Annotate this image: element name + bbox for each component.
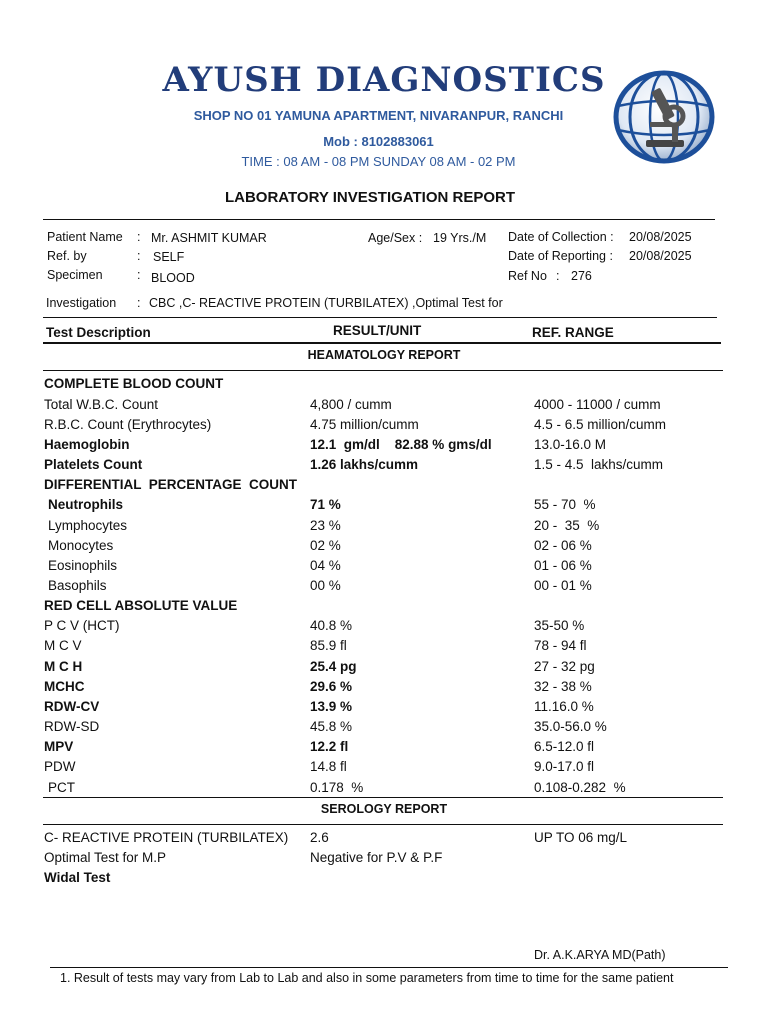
report-title: LABORATORY INVESTIGATION REPORT: [224, 189, 516, 206]
test-name: Optimal Test for M.P: [44, 850, 167, 865]
lab-name: AYUSH DIAGNOSTICS: [162, 60, 606, 100]
test-result: 40.8 %: [310, 618, 353, 633]
ref-by-value: SELF: [153, 250, 185, 264]
test-result: 04 %: [310, 558, 341, 573]
column-header-test: Test Description: [46, 325, 151, 340]
test-result: 45.8 %: [310, 719, 353, 734]
test-range: 4000 - 11000 / cumm: [534, 397, 661, 412]
test-result: 0.178 %: [310, 780, 364, 795]
age-sex-label: Age/Sex :: [368, 231, 423, 245]
test-name: RDW-SD: [44, 719, 100, 734]
test-name: Platelets Count: [44, 457, 143, 472]
test-result: 85.9 fl: [310, 638, 347, 653]
section-differential: DIFFERENTIAL PERCENTAGE COUNT: [44, 477, 298, 492]
investigation-label: Investigation: [46, 296, 117, 310]
test-name: Monocytes: [48, 538, 114, 553]
test-range: 4.5 - 6.5 million/cumm: [534, 417, 667, 432]
reporting-date-value: 20/08/2025: [629, 249, 692, 263]
test-range: 9.0-17.0 fl: [534, 759, 595, 774]
test-range: 27 - 32 pg: [534, 659, 595, 674]
collection-date-value: 20/08/2025: [629, 230, 692, 244]
test-range: 35-50 %: [534, 618, 585, 633]
test-result: 25.4 pg: [310, 659, 357, 674]
ref-by-label: Ref. by: [47, 249, 87, 263]
test-result: 13.9 %: [310, 699, 353, 714]
colon: :: [137, 296, 141, 310]
divider: [43, 824, 723, 825]
column-header-result: RESULT/UNIT: [333, 323, 422, 338]
test-name: Total W.B.C. Count: [44, 397, 159, 412]
colon: :: [137, 268, 141, 282]
test-range: UP TO 06 mg/L: [534, 830, 628, 845]
investigation-value: CBC ,C- REACTIVE PROTEIN (TURBILATEX) ,Optimal Test for: [149, 296, 503, 310]
microscope-globe-logo-icon: [612, 70, 716, 164]
test-range: 35.0-56.0 %: [534, 719, 607, 734]
specimen-value: BLOOD: [151, 271, 195, 285]
specimen-label: Specimen: [47, 268, 103, 282]
test-result: 12.1 gm/dl 82.88 % gms/dl: [310, 437, 492, 452]
test-result: 02 %: [310, 538, 341, 553]
test-name: MCHC: [44, 679, 85, 694]
test-name: Neutrophils: [48, 497, 124, 512]
test-result: 2.6: [310, 830, 329, 845]
divider: [43, 342, 721, 344]
pathologist-signature: Dr. A.K.ARYA MD(Path): [534, 948, 666, 962]
patient-name-label: Patient Name: [47, 230, 123, 244]
colon: :: [137, 249, 141, 263]
column-header-range: REF. RANGE: [532, 325, 614, 340]
ref-no-value: 276: [571, 269, 592, 283]
section-cbc: COMPLETE BLOOD COUNT: [44, 376, 224, 391]
colon: :: [137, 230, 141, 244]
test-result: 14.8 fl: [310, 759, 347, 774]
lab-address: SHOP NO 01 YAMUNA APARTMENT, NIVARANPUR, RANCHI: [193, 108, 564, 123]
divider: [50, 967, 728, 968]
divider: [43, 317, 717, 318]
test-name: Basophils: [48, 578, 107, 593]
test-range: 01 - 06 %: [534, 558, 592, 573]
ref-no-label: Ref No: [508, 269, 547, 283]
test-range: 78 - 94 fl: [534, 638, 587, 653]
test-result: 00 %: [310, 578, 341, 593]
lab-timings: TIME : 08 AM - 08 PM SUNDAY 08 AM - 02 PM: [241, 154, 516, 169]
reporting-date-label: Date of Reporting :: [508, 249, 613, 263]
footer-note: 1. Result of tests may vary from Lab to Lab and also in some parameters from time to time for the same patient: [60, 971, 674, 985]
section-haematology: HEAMATOLOGY REPORT: [307, 348, 461, 362]
test-name: M C V: [44, 638, 82, 653]
test-result: 4.75 million/cumm: [310, 417, 419, 432]
test-result: 4,800 / cumm: [310, 397, 392, 412]
test-result: 12.2 fl: [310, 739, 349, 754]
test-name: Eosinophils: [48, 558, 118, 573]
test-name: PDW: [44, 759, 76, 774]
section-serology: SEROLOGY REPORT: [320, 802, 448, 816]
test-range: 02 - 06 %: [534, 538, 592, 553]
test-result: 23 %: [310, 518, 341, 533]
section-red-cell: RED CELL ABSOLUTE VALUE: [44, 598, 238, 613]
test-range: 1.5 - 4.5 lakhs/cumm: [534, 457, 664, 472]
test-name: PCT: [48, 780, 75, 795]
test-range: 55 - 70 %: [534, 497, 596, 512]
test-name: C- REACTIVE PROTEIN (TURBILATEX): [44, 830, 289, 845]
age-sex-value: 19 Yrs./M: [433, 231, 487, 245]
test-result: Negative for P.V & P.F: [310, 850, 443, 865]
test-range: 20 - 35 %: [534, 518, 600, 533]
test-name: RDW-CV: [44, 699, 100, 714]
lab-mobile: Mob : 8102883061: [323, 134, 434, 149]
patient-name-value: Mr. ASHMIT KUMAR: [151, 231, 267, 245]
test-range: 13.0-16.0 M: [534, 437, 607, 452]
divider: [43, 797, 723, 798]
test-range: 11.16.0 %: [534, 699, 594, 714]
divider: [43, 219, 715, 220]
test-range: 6.5-12.0 fl: [534, 739, 595, 754]
test-result: 29.6 %: [310, 679, 353, 694]
test-name: Haemoglobin: [44, 437, 130, 452]
divider: [43, 370, 723, 371]
test-name: P C V (HCT): [44, 618, 120, 633]
test-name: Widal Test: [44, 870, 111, 885]
test-name: M C H: [44, 659, 83, 674]
test-result: 1.26 lakhs/cumm: [310, 457, 419, 472]
test-range: 0.108-0.282 %: [534, 780, 626, 795]
test-result: 71 %: [310, 497, 341, 512]
test-name: Lymphocytes: [48, 518, 128, 533]
collection-date-label: Date of Collection :: [508, 230, 614, 244]
test-name: MPV: [44, 739, 74, 754]
test-range: 32 - 38 %: [534, 679, 592, 694]
colon: :: [556, 269, 560, 283]
test-range: 00 - 01 %: [534, 578, 592, 593]
test-name: R.B.C. Count (Erythrocytes): [44, 417, 212, 432]
